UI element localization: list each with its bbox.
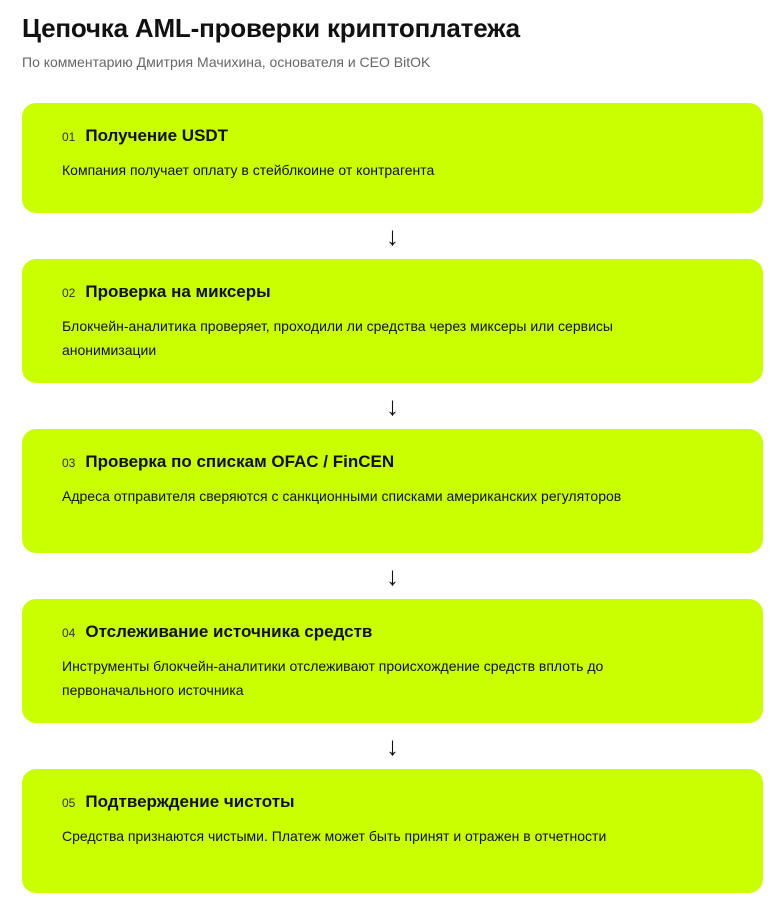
step-number: 02 (62, 286, 76, 300)
arrow-down-icon: ↓ (386, 731, 399, 761)
arrow-down-icon: ↓ (386, 561, 399, 591)
step-number: 01 (62, 130, 76, 144)
step-title: Проверка на миксеры (85, 282, 271, 301)
step-description: Блокчейн-аналитика проверяет, проходили ли средства через миксеры или сервисы анонимизации (62, 318, 613, 358)
arrow-down-icon: ↓ (386, 221, 399, 251)
step-title: Получение USDT (85, 126, 229, 145)
step-description: Компания получает оплату в стейблкоине от контрагента (62, 162, 435, 178)
step-title: Отслеживание источника средств (85, 622, 373, 641)
step-header (62, 124, 723, 148)
step-card-3 (22, 429, 763, 553)
step-number: 03 (62, 456, 76, 470)
step-card-1 (22, 103, 763, 213)
step-header (62, 450, 723, 474)
steps-flow (22, 103, 763, 893)
step-description: Инструменты блокчейн-аналитики отслеживают происхождение средств вплоть до первоначального источника (62, 658, 604, 698)
step-header (62, 280, 723, 304)
page-title: Цепочка AML-проверки криптоплатежа (22, 13, 520, 43)
step-title: Подтверждение чистоты (85, 792, 295, 811)
step-description: Адреса отправителя сверяются с санкционными списками американских регуляторов (62, 488, 622, 504)
step-title: Проверка по спискам OFAC / FinCEN (85, 452, 395, 471)
step-card-5 (22, 769, 763, 893)
step-description: Средства признаются чистыми. Платеж может быть принят и отражен в отчетности (62, 828, 607, 844)
step-header (62, 790, 723, 814)
page-subtitle: По комментарию Дмитрия Мачихина, основателя и CEO BitOK (22, 54, 431, 70)
step-header (62, 620, 723, 644)
step-card-4 (22, 599, 763, 723)
step-number: 04 (62, 626, 76, 640)
arrow-down-icon: ↓ (386, 391, 399, 421)
step-card-2 (22, 259, 763, 383)
step-number: 05 (62, 796, 76, 810)
